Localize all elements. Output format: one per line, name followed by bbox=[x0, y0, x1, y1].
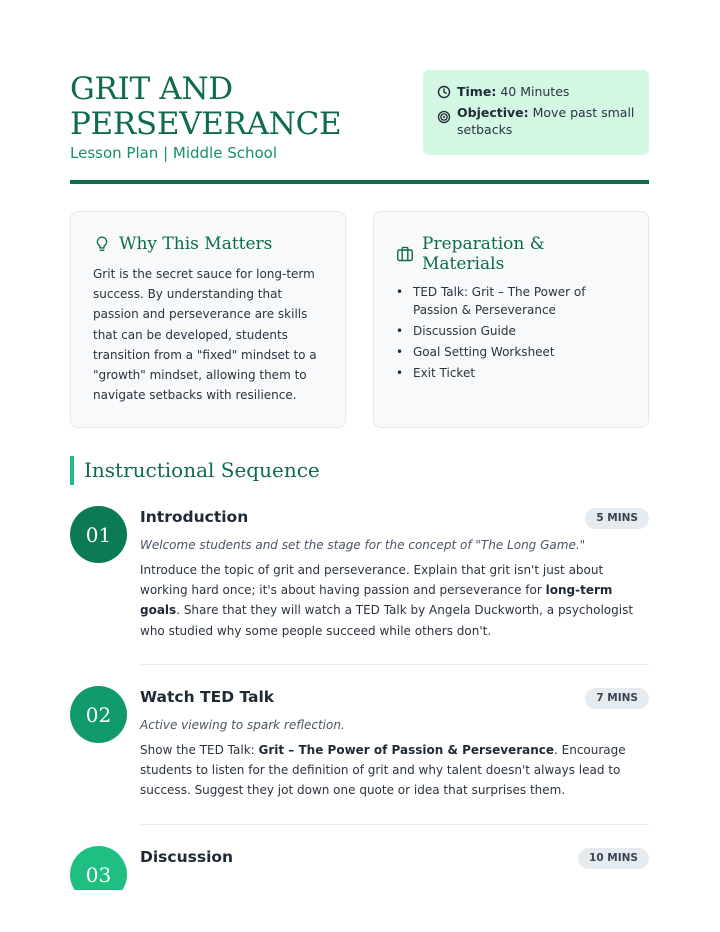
step-lead: Welcome students and set the stage for the concept of "The Long Game." bbox=[140, 538, 586, 552]
duration-badge: 7 MINS bbox=[585, 688, 649, 709]
prep-card bbox=[373, 211, 649, 428]
desc-text: . Share that they will watch a TED Talk by Angela Duckworth, a psychologist who studied why some people succeed while others don't. bbox=[140, 603, 634, 638]
desc-bold: Grit – The Power of Passion & Perseverance bbox=[258, 743, 555, 757]
page-subtitle: Lesson Plan | Middle School bbox=[70, 144, 278, 162]
step-title: Discussion bbox=[140, 848, 234, 866]
step-body bbox=[140, 506, 649, 641]
desc-text: Show the TED Talk: bbox=[140, 743, 259, 757]
sequence-heading: Instructional Sequence bbox=[70, 456, 320, 485]
why-card-header bbox=[93, 234, 325, 254]
materials-list bbox=[396, 284, 628, 382]
step-title: Watch TED Talk bbox=[140, 688, 275, 706]
desc-text: . Encourage students to listen for the definition of grit and why talent doesn't always lead to success. Suggest they jot down one quote or idea that surprises them. bbox=[140, 743, 626, 798]
step-number-badge: 01 bbox=[70, 506, 127, 563]
clock-icon bbox=[437, 85, 451, 99]
why-body: Grit is the secret sauce for long-term success. By understanding that passion and perseverance are skills that can be developed, students transition from a "fixed" mindset to a "growth" mindset, allowing them to navigate setbacks with resilience. bbox=[93, 267, 317, 403]
why-card bbox=[70, 211, 346, 428]
prep-card-header bbox=[396, 234, 628, 274]
list-item: • Goal Setting Worksheet bbox=[396, 344, 628, 362]
objective-text bbox=[457, 104, 635, 138]
desc-bold: long-term goals bbox=[140, 583, 613, 618]
target-icon bbox=[437, 110, 451, 124]
objective-value: Move past small setbacks bbox=[457, 105, 635, 137]
time-text bbox=[457, 83, 569, 100]
page-title: GRIT AND PERSEVERANCE bbox=[70, 71, 342, 142]
header-divider bbox=[70, 180, 649, 184]
step-number-badge: 03 bbox=[70, 846, 127, 890]
time-value: 40 Minutes bbox=[500, 84, 570, 99]
prep-heading: Preparation & Materials bbox=[422, 234, 545, 274]
objective-label: Objective: bbox=[457, 105, 529, 120]
step-description bbox=[140, 740, 649, 801]
step-lead: Active viewing to spark reflection. bbox=[140, 718, 345, 732]
duration-badge: 5 MINS bbox=[585, 508, 649, 529]
time-row bbox=[437, 83, 635, 100]
desc-text: Introduce the topic of grit and perseverance. Explain that grit isn't just about working hard once; it's about having passion and perseverance for bbox=[140, 563, 604, 598]
step-divider bbox=[140, 664, 649, 665]
objective-row bbox=[437, 104, 635, 138]
list-item: • Exit Ticket bbox=[396, 365, 628, 383]
lesson-info-box bbox=[423, 70, 649, 155]
step-description bbox=[140, 560, 649, 641]
step-body bbox=[140, 846, 649, 868]
briefcase-icon bbox=[396, 245, 414, 263]
list-item: • Discussion Guide bbox=[396, 323, 628, 341]
step-body bbox=[140, 686, 649, 801]
why-heading: Why This Matters bbox=[119, 234, 273, 254]
duration-badge: 10 MINS bbox=[578, 848, 649, 869]
step-number-badge: 02 bbox=[70, 686, 127, 743]
lesson-plan-page bbox=[70, 0, 649, 890]
step-title: Introduction bbox=[140, 508, 249, 526]
step-divider bbox=[140, 824, 649, 825]
time-label: Time: bbox=[457, 84, 497, 99]
list-item: • TED Talk: Grit – The Power of Passion & Perseverance bbox=[396, 284, 628, 319]
lightbulb-icon bbox=[93, 235, 111, 253]
